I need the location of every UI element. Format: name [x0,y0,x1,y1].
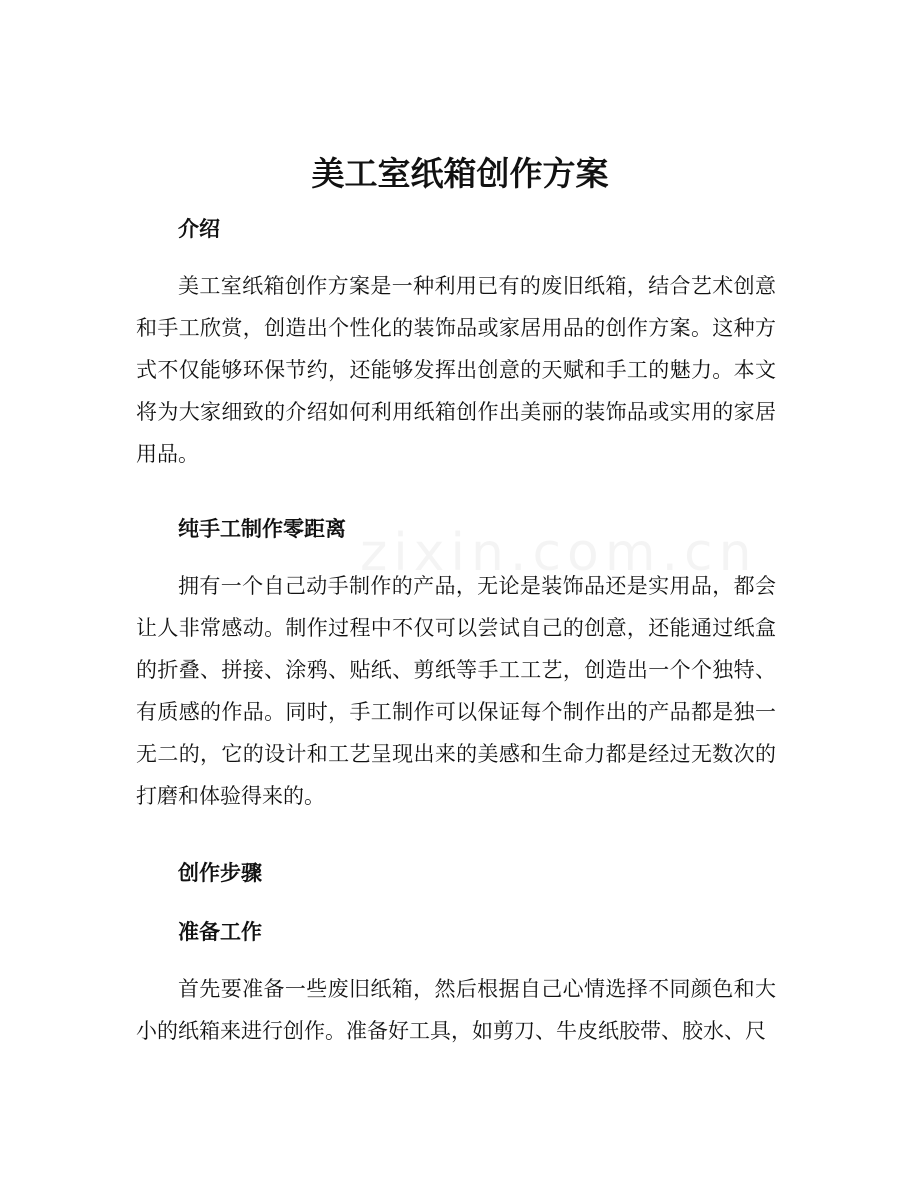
section-heading-handmade: 纯手工制作零距离 [178,517,346,541]
paragraph-intro: 美工室纸箱创作方案是一种利用已有的废旧纸箱，结合艺术创意和手工欣赏，创造出个性化的装饰品或家居用品的创作方案。这种方式不仅能够环保节约，还能够发挥出创意的天赋和手工的魅力。本文将为大家细致的介绍如何利用纸箱创作出美丽的装饰品或实用的家居用品。 [136,274,776,466]
paragraph-preparation: 首先要准备一些废旧纸箱，然后根据自己心情选择不同颜色和大小的纸箱来进行创作。准备好工具，如剪刀、牛皮纸胶带、胶水、尺 [136,977,776,1043]
document-title: 美工室纸箱创作方案 [311,154,609,193]
section-heading-preparation: 准备工作 [178,920,262,944]
paragraph-handmade: 拥有一个自己动手制作的产品，无论是装饰品还是实用品，都会让人非常感动。制作过程中不仅可以尝试自己的创意，还能通过纸盒的折叠、拼接、涂鸦、贴纸、剪纸等手工工艺，创造出一个个独特、有质感的作品。同时，手工制作可以保证每个制作出的产品都是独一无二的，它的设计和工艺呈现出来的美感和生命力都是经过无数次的打磨和体验得来的。 [136,574,776,808]
section-heading-intro: 介绍 [178,217,220,241]
section-heading-steps: 创作步骤 [178,861,262,885]
